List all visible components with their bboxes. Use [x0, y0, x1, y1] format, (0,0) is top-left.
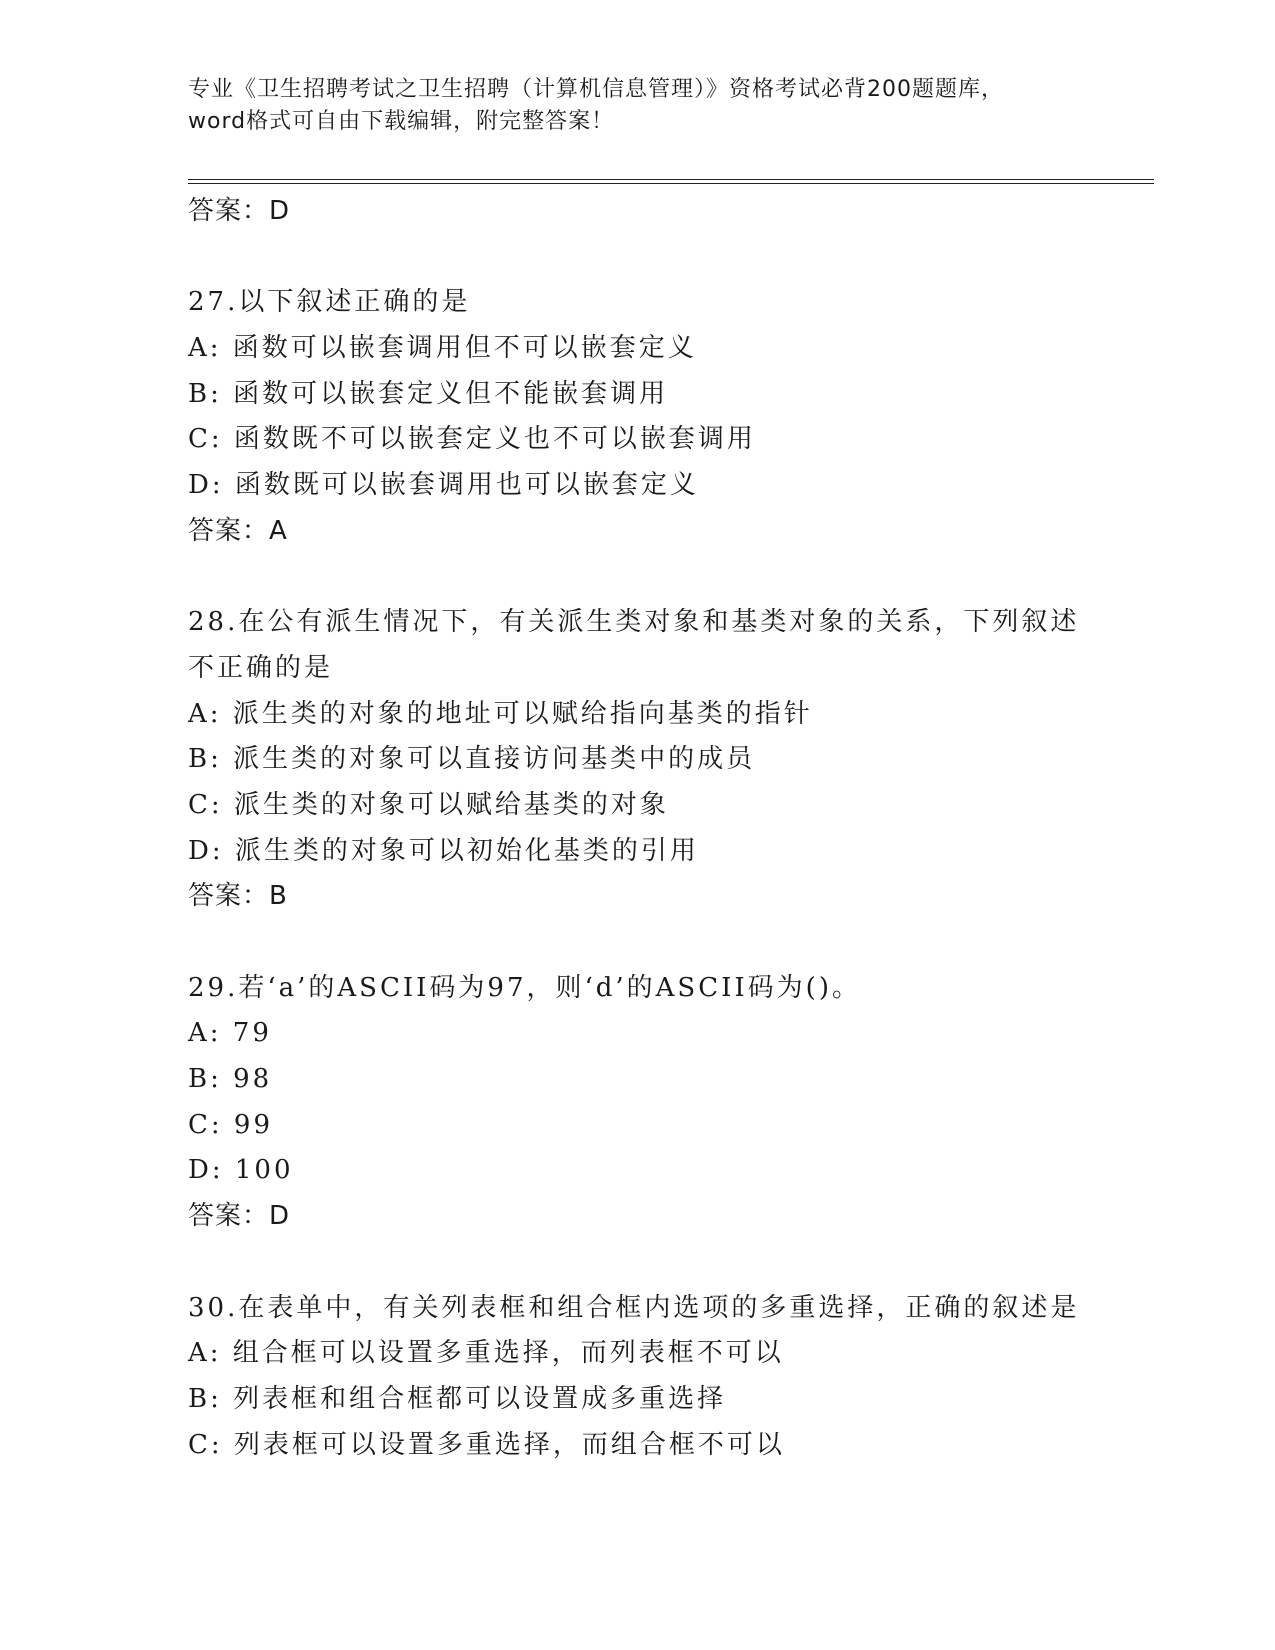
header-line-1: 专业《卫生招聘考试之卫生招聘（计算机信息管理）》资格考试必背200题题库，	[188, 77, 1004, 102]
option-a: A: 派生类的对象的地址可以赋给指向基类的指针	[188, 698, 813, 729]
option-c: C: 99	[188, 1109, 274, 1140]
spacer	[188, 1240, 1154, 1286]
option-b: B: 列表框和组合框都可以设置成多重选择	[188, 1383, 727, 1414]
document-header	[188, 74, 1088, 138]
question-stem-continued: 不正确的是	[188, 652, 334, 683]
option-c: C: 函数既不可以嵌套定义也不可以嵌套调用	[188, 424, 756, 455]
option-c: C: 列表框可以设置多重选择，而组合框不可以	[188, 1429, 785, 1460]
answer: 答案：B	[188, 881, 288, 912]
spacer	[188, 920, 1154, 966]
option-d: D: 函数既可以嵌套调用也可以嵌套定义	[188, 470, 699, 501]
option-b: B: 函数可以嵌套定义但不能嵌套调用	[188, 378, 669, 409]
spacer	[188, 235, 1154, 281]
option-d: D: 派生类的对象可以初始化基类的引用	[188, 835, 699, 866]
header-divider-top	[188, 179, 1154, 180]
question-28	[188, 600, 1154, 920]
answer: 答案：A	[188, 515, 288, 546]
option-a: A: 79	[188, 1018, 272, 1049]
option-d: D: 100	[188, 1155, 294, 1186]
header-line-2: word格式可自由下载编辑，附完整答案！	[188, 109, 615, 134]
option-a: A: 函数可以嵌套调用但不可以嵌套定义	[188, 333, 697, 364]
question-stem: 28.在公有派生情况下，有关派生类对象和基类对象的关系，下列叙述	[188, 607, 1080, 638]
previous-answer: 答案：D	[188, 196, 291, 226]
question-list	[188, 189, 1154, 1468]
answer: 答案：D	[188, 1201, 291, 1232]
spacer	[188, 555, 1154, 601]
question-27	[188, 280, 1154, 554]
option-a: A: 组合框可以设置多重选择，而列表框不可以	[188, 1338, 784, 1369]
question-29	[188, 966, 1154, 1240]
question-stem: 30.在表单中，有关列表框和组合框内选项的多重选择，正确的叙述是	[188, 1292, 1080, 1323]
question-stem: 29.若‘a’的ASCII码为97，则‘d’的ASCII码为()。	[188, 972, 861, 1003]
option-b: B: 98	[188, 1064, 273, 1095]
option-c: C: 派生类的对象可以赋给基类的对象	[188, 789, 669, 820]
question-stem: 27.以下叙述正确的是	[188, 287, 471, 318]
question-30	[188, 1286, 1154, 1469]
option-b: B: 派生类的对象可以直接访问基类中的成员	[188, 744, 756, 775]
header-divider-bottom	[188, 183, 1154, 184]
